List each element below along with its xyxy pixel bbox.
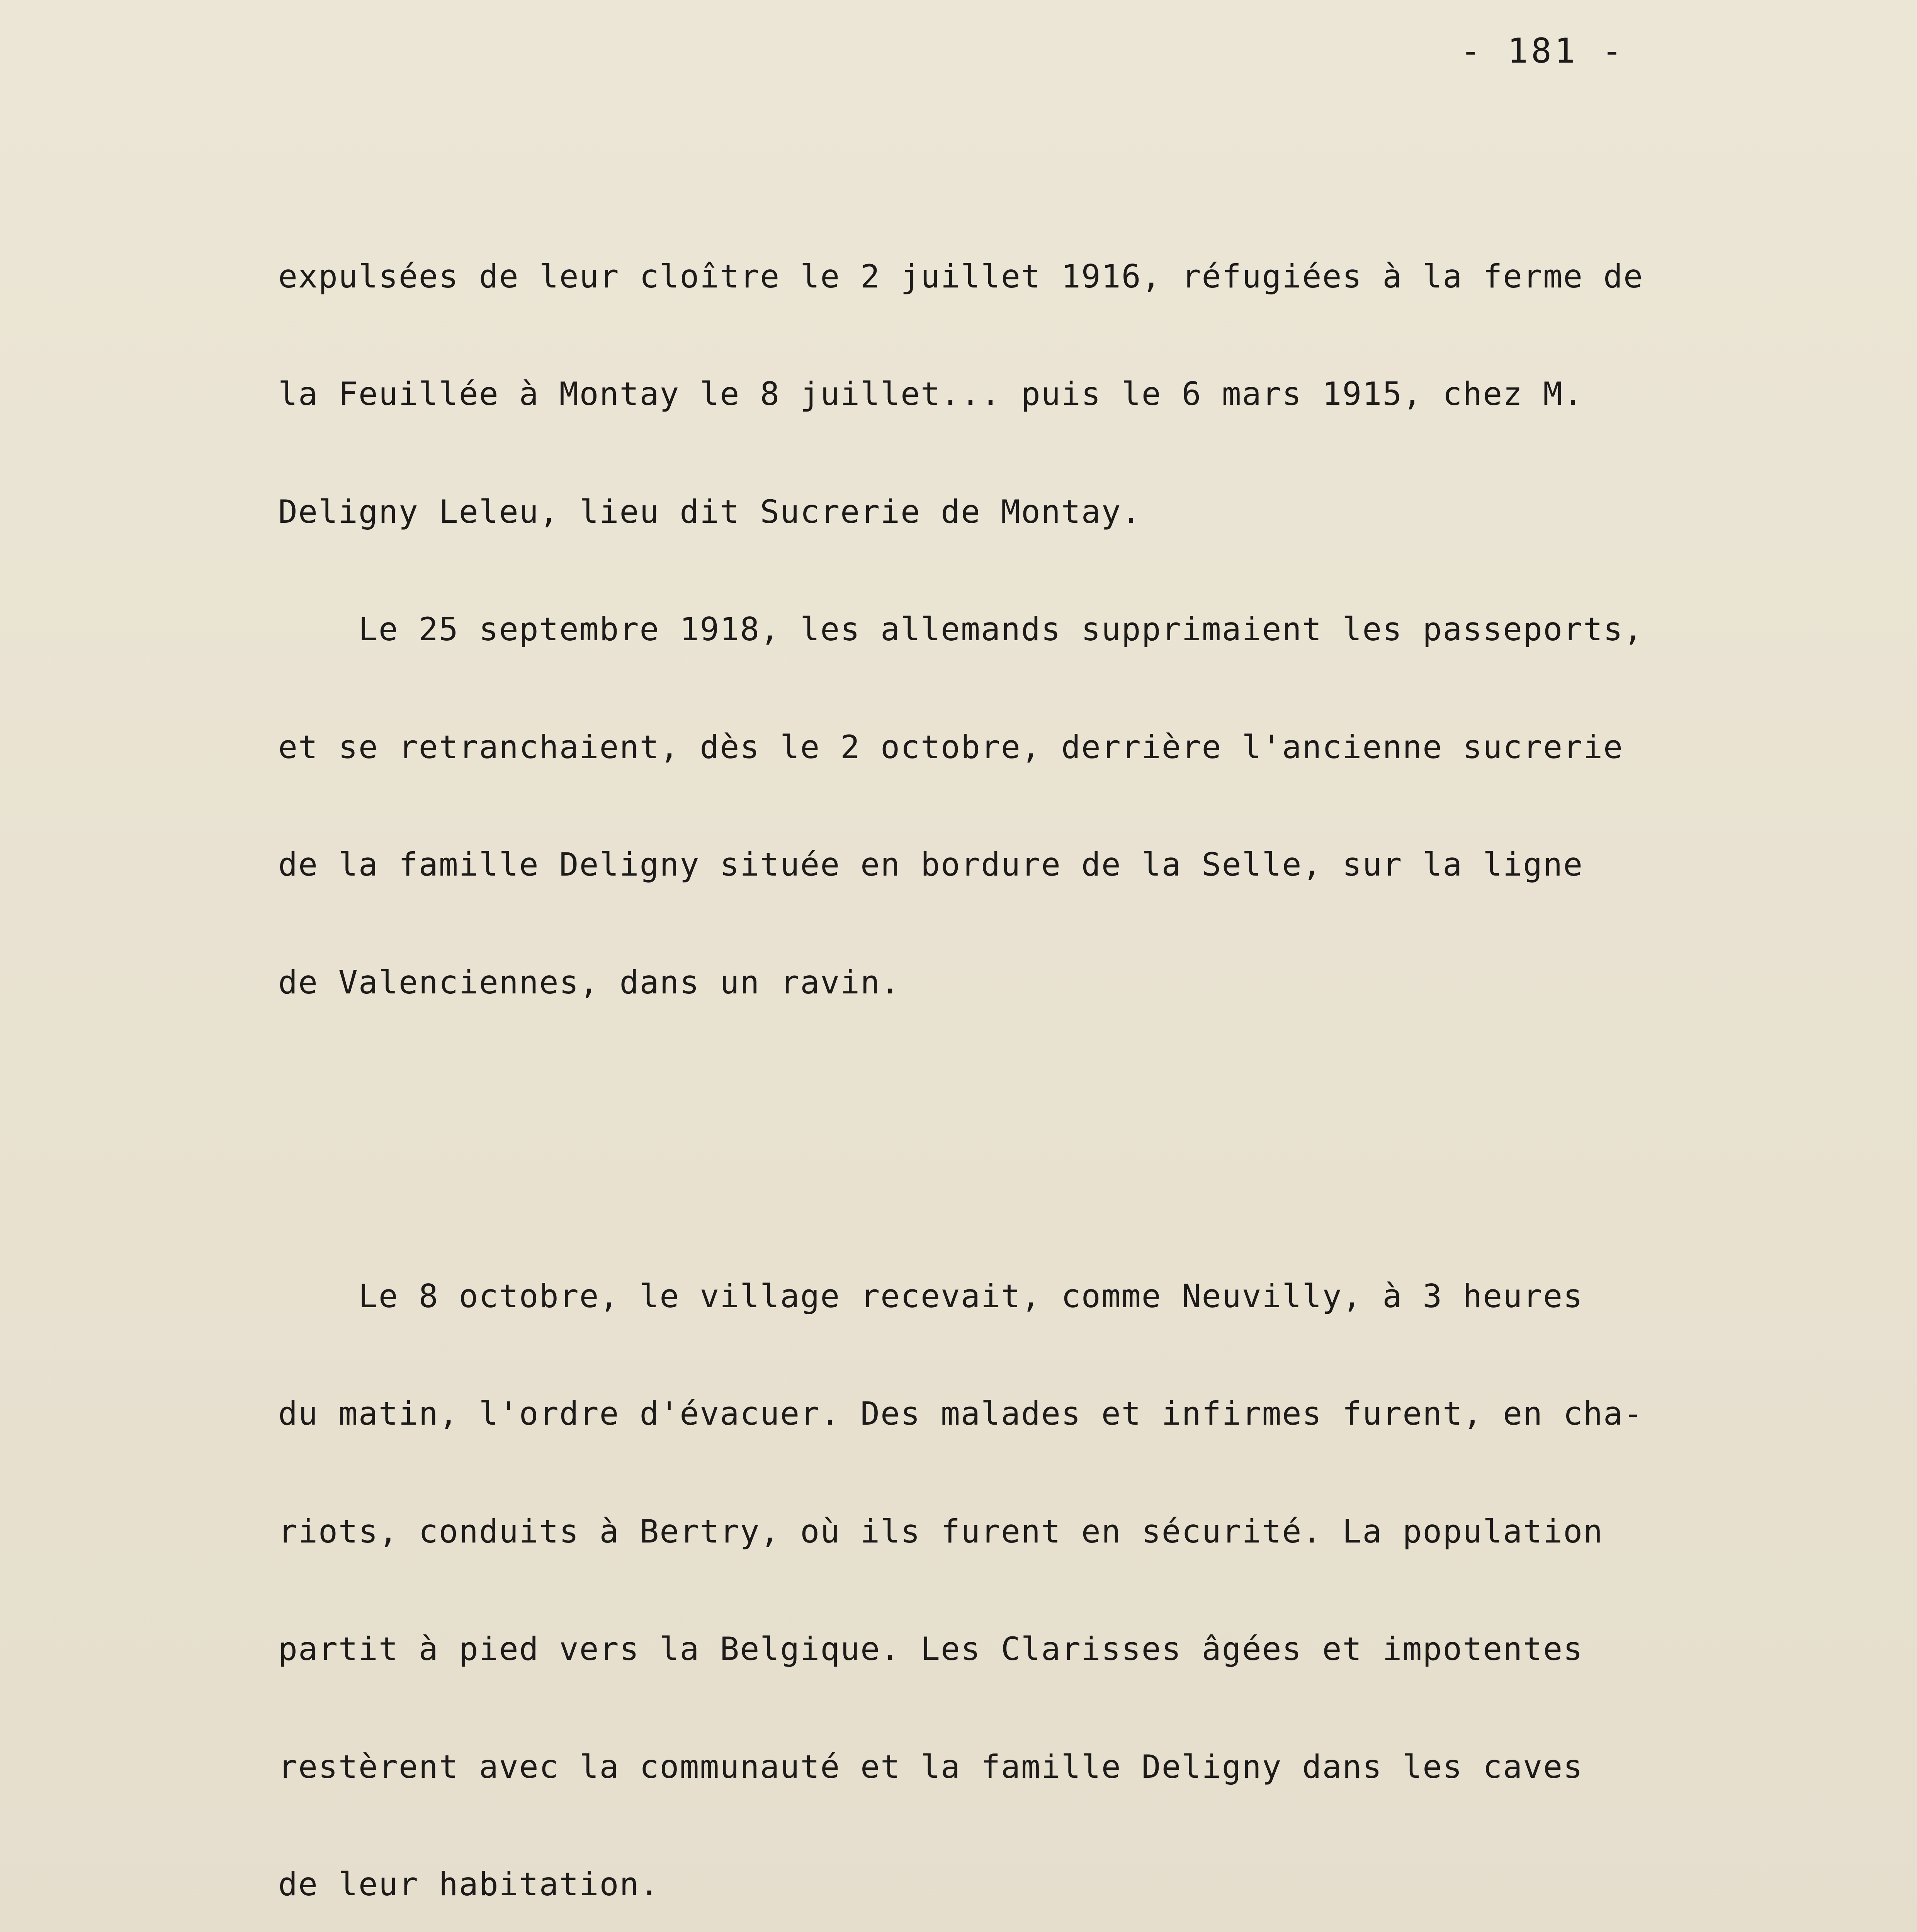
text-line: de la famille Deligny située en bordure de la Selle, sur la ligne: [278, 846, 1584, 883]
document-body: [278, 139, 1901, 1932]
paragraph-gap: [278, 1080, 1901, 1120]
text-line: expulsées de leur cloître le 2 juillet 1916, réfugiées à la ferme de: [278, 257, 1643, 295]
text-line: du matin, l'ordre d'évacuer. Des malades et infirmes furent, en cha-: [278, 1395, 1643, 1432]
text-line: restèrent avec la communauté et la famille Deligny dans les caves: [278, 1748, 1584, 1786]
text-line: de Valenciennes, dans un ravin.: [278, 963, 901, 1001]
page-number: - 181 -: [1460, 31, 1625, 71]
text-line: la Feuillée à Montay le 8 juillet... puis le 6 mars 1915, chez M.: [278, 375, 1584, 413]
text-line: et se retranchaient, dès le 2 octobre, derrière l'ancienne sucrerie: [278, 728, 1624, 766]
text-line: riots, conduits à Bertry, où ils furent en sécurité. La population: [278, 1512, 1604, 1550]
text-line: partit à pied vers la Belgique. Les Clarisses âgées et impotentes: [278, 1630, 1584, 1668]
text-line: Deligny Leleu, lieu dit Sucrerie de Montay.: [278, 493, 1142, 531]
text-line: Le 25 septembre 1918, les allemands supprimaient les passeports,: [278, 611, 1643, 648]
text-line: de leur habitation.: [278, 1866, 660, 1903]
text-line: Le 8 octobre, le village recevait, comme Neuvilly, à 3 heures: [278, 1277, 1584, 1315]
